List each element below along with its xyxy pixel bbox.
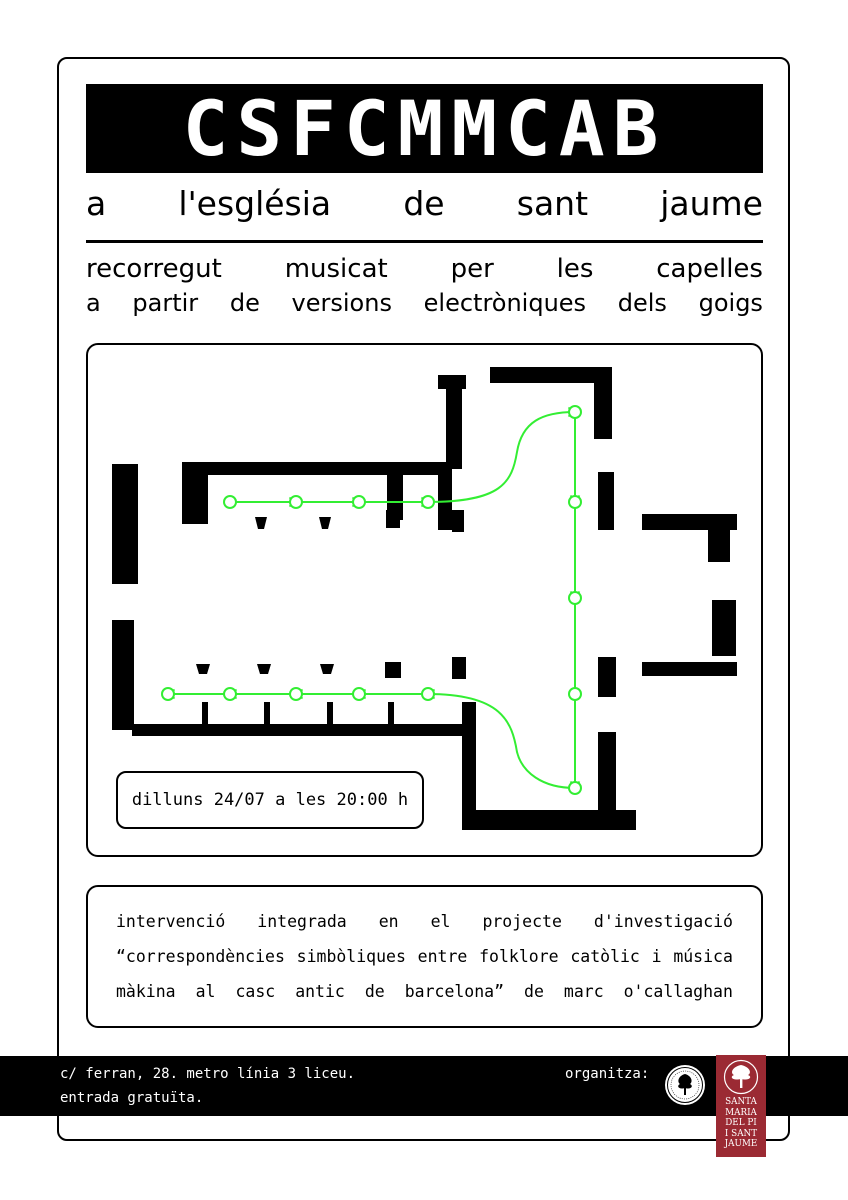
- info-word: projecte: [482, 912, 562, 931]
- description-word: partir: [132, 289, 199, 317]
- parish-seal-icon: [664, 1064, 706, 1106]
- event-date: dilluns 24/07 a les 20:00 h: [116, 771, 424, 829]
- pine-tree-icon: [721, 1059, 761, 1095]
- description-word: electròniques: [423, 289, 587, 317]
- logo-text-line: SANTA: [725, 1097, 757, 1107]
- description-word: per: [450, 254, 494, 284]
- info-line-2: [116, 947, 733, 966]
- divider: [86, 240, 763, 243]
- info-word: integrada: [257, 912, 347, 931]
- info-word: “correspondències: [116, 947, 285, 966]
- description-word: de: [229, 289, 260, 317]
- description-line-1: [86, 254, 763, 284]
- info-line-1: [116, 912, 733, 931]
- floor-plan-walls: [112, 367, 737, 830]
- address: c/ ferran, 28. metro línia 3 liceu.: [60, 1066, 356, 1082]
- organizer-label: organitza:: [565, 1066, 650, 1082]
- project-info-box: [86, 885, 763, 1028]
- description-word: dels: [617, 289, 667, 317]
- info-word: entre: [417, 947, 468, 966]
- info-word: casc: [235, 982, 276, 1001]
- info-word: folklore: [479, 947, 559, 966]
- info-word: música: [673, 947, 733, 966]
- info-word: en: [378, 912, 399, 931]
- subtitle-word: sant: [516, 184, 589, 223]
- info-word: barcelona”: [404, 982, 505, 1001]
- info-word: catòlic: [570, 947, 640, 966]
- description-word: capelles: [656, 254, 763, 284]
- santa-maria-del-pi-logo: [716, 1055, 766, 1157]
- admission: entrada gratuïta.: [60, 1090, 204, 1106]
- poster-title: CSFCMMCAB: [86, 84, 763, 173]
- subtitle-word: l'església: [178, 184, 332, 223]
- info-word: al: [195, 982, 216, 1001]
- description-word: musicat: [284, 254, 388, 284]
- info-word: simbòliques: [296, 947, 406, 966]
- description-word: versions: [291, 289, 392, 317]
- subtitle-word: a: [86, 184, 107, 223]
- info-word: o'callaghan: [623, 982, 733, 1001]
- info-word: el: [430, 912, 451, 931]
- logo-text-line: JAUME: [724, 1139, 758, 1149]
- description-word: recorregut: [86, 254, 222, 284]
- info-word: de: [364, 982, 385, 1001]
- info-word: intervenció: [116, 912, 226, 931]
- subtitle-word: de: [403, 184, 445, 223]
- subtitle: [86, 184, 763, 223]
- info-word: màkina: [116, 982, 176, 1001]
- subtitle-word: jaume: [660, 184, 763, 223]
- description-word: goigs: [698, 289, 763, 317]
- info-word: marc: [563, 982, 604, 1001]
- description-line-2: [86, 289, 763, 317]
- info-word: antic: [295, 982, 345, 1001]
- logo-text-line: I SANT: [724, 1128, 758, 1139]
- info-word: de: [524, 982, 544, 1001]
- info-word: i: [651, 947, 662, 966]
- info-line-3: [116, 982, 733, 1001]
- logo-text-line: DEL PI: [725, 1118, 757, 1128]
- info-word: d'investigació: [593, 912, 733, 931]
- description-word: les: [556, 254, 594, 284]
- logo-text-line: MARIA: [725, 1107, 757, 1118]
- description-word: a: [86, 289, 101, 317]
